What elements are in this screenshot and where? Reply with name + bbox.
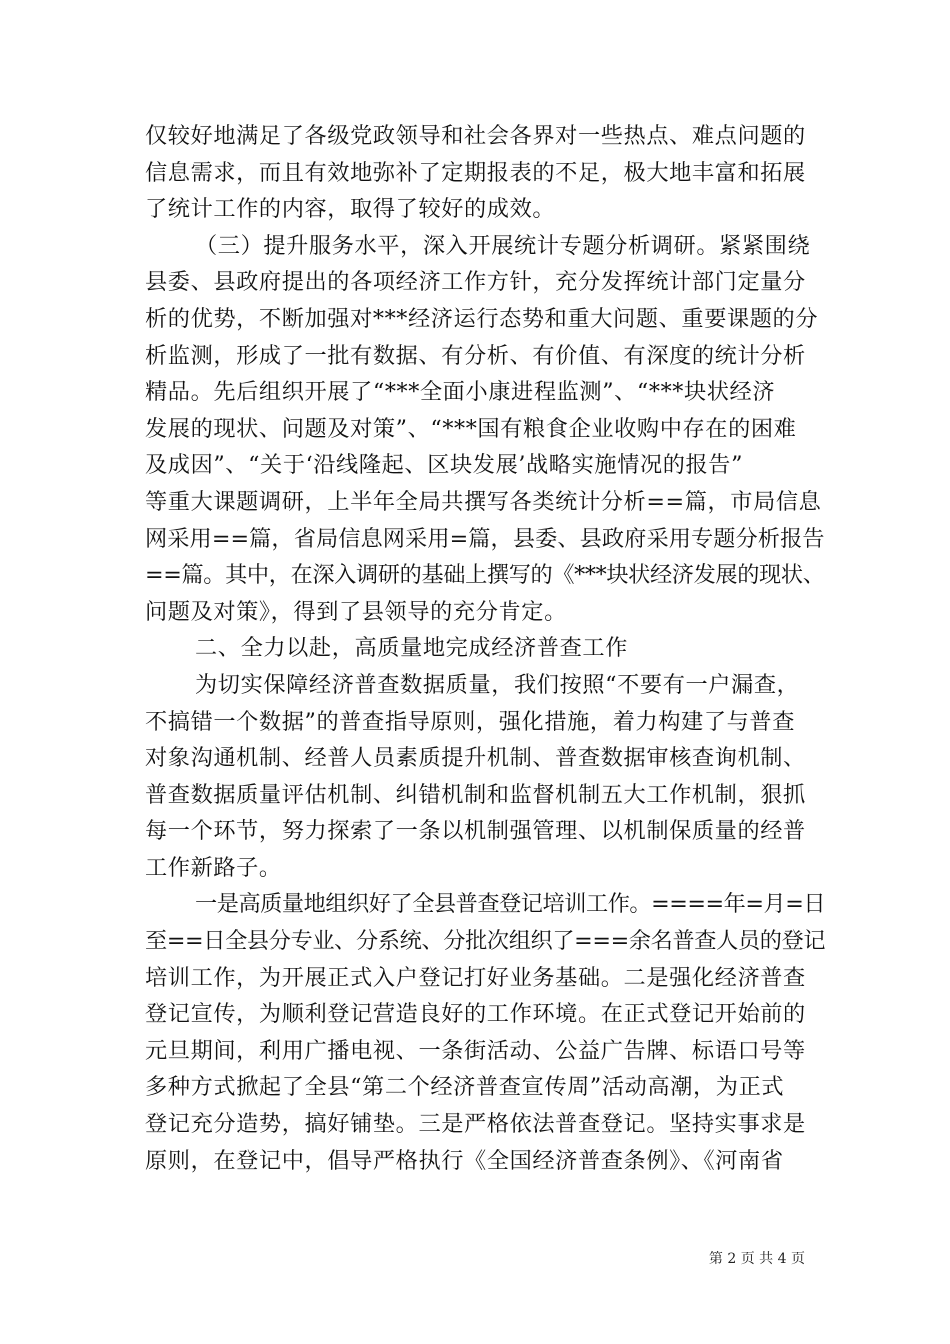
text-line: 每一个环节，努力探索了一条以机制强管理、以机制保质量的经普 [145, 818, 806, 845]
text-line: 多种方式掀起了全县“第二个经济普查宣传周”活动高潮，为正式 [145, 1074, 785, 1101]
document-body [145, 118, 825, 1179]
text-line: 培训工作，为开展正式入户登记打好业务基础。二是强化经济普查 [145, 964, 806, 991]
text-line: 信息需求，而且有效地弥补了定期报表的不足，极大地丰富和拓展 [145, 159, 806, 186]
text-line: 析的优势，不断加强对***经济运行态势和重大问题、重要课题的分 [145, 305, 819, 332]
page-number-footer: 第 2 页 共 4 页 [708, 1251, 805, 1267]
text-line: 登记宣传，为顺利登记营造良好的工作环境。在正式登记开始前的 [145, 1001, 806, 1028]
text-line: 等重大课题调研，上半年全局共撰写各类统计分析==篇，市局信息 [145, 488, 822, 515]
text-line: 对象沟通机制、经普人员素质提升机制、普查数据审核查询机制、 [145, 745, 806, 772]
text-line: 发展的现状、问题及对策”、“***国有粮食企业收购中存在的困难 [145, 415, 797, 442]
text-line: 为切实保障经济普查数据质量，我们按照“不要有一户漏查， [195, 671, 800, 698]
text-line: 及成因”、“关于‘沿线隆起、区块发展’战略实施情况的报告” [145, 452, 744, 479]
text-line: 问题及对策》，得到了县领导的充分肯定。 [145, 598, 567, 625]
text-line: 精品。先后组织开展了“***全面小康进程监测”、“***块状经济 [145, 379, 776, 406]
text-line: 不搞错一个数据”的普查指导原则，强化措施，着力构建了与普查 [145, 708, 795, 735]
text-line: 元旦期间，利用广播电视、一条街活动、公益广告牌、标语口号等 [145, 1037, 806, 1064]
text-line: 登记充分造势，搞好铺垫。三是严格依法普查登记。坚持实事求是 [145, 1111, 806, 1138]
text-line: 工作新路子。 [145, 854, 282, 881]
text-line: 仅较好地满足了各级党政领导和社会各界对一些热点、难点问题的 [145, 123, 806, 149]
text-line: 二、全力以赴，高质量地完成经济普查工作 [195, 635, 628, 662]
text-line: 普查数据质量评估机制、纠错机制和监督机制五大工作机制，狠抓 [145, 781, 806, 808]
text-line: 析监测，形成了一批有数据、有分析、有价值、有深度的统计分析 [145, 342, 806, 369]
text-line: ==篇。其中，在深入调研的基础上撰写的《***块状经济发展的现状、 [145, 562, 825, 589]
text-line: 网采用==篇，省局信息网采用=篇，县委、县政府采用专题分析报告 [145, 525, 825, 552]
text-line: 至==日全县分专业、分系统、分批次组织了===余名普查人员的登记 [145, 928, 826, 955]
text-line: 县委、县政府提出的各项经济工作方针，充分发挥统计部门定量分 [145, 269, 806, 296]
text-line: 一是高质量地组织好了全县普查登记培训工作。====年=月=日 [195, 891, 826, 918]
text-line: 了统计工作的内容，取得了较好的成效。 [145, 196, 556, 223]
text-line: 原则，在登记中，倡导严格执行《全国经济普查条例》、《河南省 [145, 1147, 784, 1174]
text-line: （三）提升服务水平，深入开展统计专题分析调研。紧紧围绕 [195, 232, 811, 259]
